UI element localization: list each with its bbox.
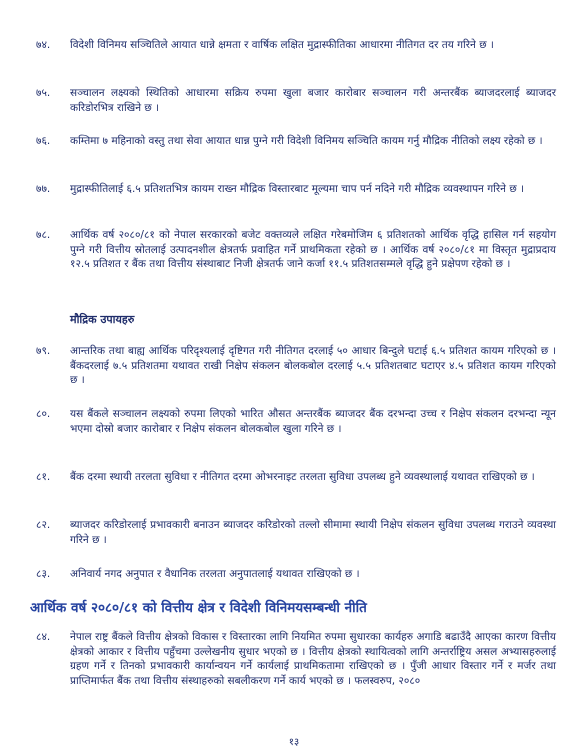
item-text: बैंक दरमा स्थायी तरलता सुविधा र नीतिगत दरमा ओभरनाइट तरलता सुविधा उपलब्ध हुने व्यवस्थालाई यथावत राखिएको छ । — [70, 471, 535, 483]
item-number: ७९. — [36, 345, 51, 357]
item-text: आन्तरिक तथा बाह्य आर्थिक परिदृश्यलाई दृष्टिगत गरी नीतिगत दरलाई ५० आधार बिन्दुले घटाई ६.५ प्रतिशत कायम गरिएको छ । बैंकदरलाई ७.५ प्रतिशतमा यथावत राखी निक्षेप संकलन बोलकबोल दरलाई ५.५ प्रतिशतबाट घटाएर ४.५ प्रतिशत कायम गरिएको छ । — [70, 345, 556, 387]
item-text: कम्तिमा ७ महिनाको वस्तु तथा सेवा आयात धान्न पुग्ने गरी विदेशी विनिमय सञ्चिति कायम गर्नु मौद्रिक नीतिको लक्ष्य रहेको छ । — [70, 135, 543, 147]
item-text: मुद्रास्फीतिलाई ६.५ प्रतिशतभित्र कायम राख्न मौद्रिक विस्तारबाट मूल्यमा चाप पर्न नदिने गरी मौद्रिक व्यवस्थापन गरिने छ । — [70, 183, 524, 195]
item-number: ७७. — [36, 183, 51, 195]
page-number: १३ — [288, 737, 300, 748]
section-heading: आर्थिक वर्ष २०८०/८१ को वित्तीय क्षेत्र र विदेशी विनिमयसम्बन्धी नीति — [30, 600, 367, 616]
item-number: ७५. — [36, 87, 51, 99]
item-text: नेपाल राष्ट्र बैंकले वित्तीय क्षेत्रको विकास र विस्तारका लागि नियमित रुपमा सुधारका कार्यहरु अगाडि बढाउँदै आएका कारण वित्तीय क्षेत्रको आकार र वित्तीय पहुँचमा उल्लेखनीय सुधार भएको छ । वित्तीय क्षेत्रको स्थायित्वको लागि अन्तर्राष्ट्रिय असल अभ्यासहरुलाई ग्रहण गर्ने र तिनको प्रभावकारी कार्यान्वयन गर्ने कार्यलाई प्राथमिकतामा राखिएको छ । पुँजी आधार विस्तार गर्ने र मर्जर तथा प्राप्तिमार्फत बैंक तथा वित्तीय संस्थाहरुको सबलीकरण गर्ने कार्य भएको छ । फलस्वरुप, २०८० — [70, 631, 556, 687]
item-number: ८२. — [36, 519, 51, 531]
item-text: आर्थिक वर्ष २०८०/८१ को नेपाल सरकारको बजेट वक्तव्यले लक्षित गरेबमोजिम ६ प्रतिशतको आर्थिक वृद्धि हासिल गर्न सहयोग पुग्ने गरी वित्तीय स्रोतलाई उत्पादनशील क्षेत्रतर्फ प्रवाहित गर्ने प्राथमिकता रहेको छ । आर्थिक वर्ष २०८०/८१ मा विस्तृत मुद्राप्रदाय १२.५ प्रतिशत र बैंक तथा वित्तीय संस्थाबाट निजी क्षेत्रतर्फ जाने कर्जा ११.५ प्रतिशतसम्मले वृद्धि हुने प्रक्षेपण रहेको छ । — [70, 229, 556, 271]
item-text: अनिवार्य नगद अनुपात र वैधानिक तरलता अनुपातलाई यथावत राखिएको छ । — [70, 568, 360, 580]
item-number: ८४. — [36, 631, 51, 643]
item-number: ८०. — [36, 408, 51, 420]
item-number: ७६. — [36, 135, 51, 147]
item-text: ब्याजदर करिडोरलाई प्रभावकारी बनाउन ब्याजदर करिडोरको तल्लो सीमामा स्थायी निक्षेप संकलन सुविधा उपलब्ध गराउने व्यवस्था गरिने छ । — [70, 519, 556, 546]
item-text: यस बैंकले सञ्चालन लक्ष्यको रुपमा लिएको भारित औसत अन्तरबैंक ब्याजदर बैंक दरभन्दा उच्च र निक्षेप संकलन दरभन्दा न्यून भएमा दोस्रो बजार कारोबार र निक्षेप संकलन बोलकबोल खुला गरिने छ । — [70, 408, 556, 435]
item-number: ७८. — [36, 229, 51, 241]
subheading-monetary-measures: मौद्रिक उपायहरु — [70, 313, 135, 326]
item-number: ८३. — [36, 568, 51, 580]
item-number: ८१. — [36, 471, 51, 483]
item-number: ७४. — [36, 39, 51, 51]
item-text: विदेशी विनिमय सञ्चितिले आयात धान्ने क्षमता र वार्षिक लक्षित मुद्रास्फीतिका आधारमा नीतिगत दर तय गरिने छ । — [70, 39, 494, 51]
item-text: सञ्चालन लक्ष्यको स्थितिको आधारमा सक्रिय रुपमा खुला बजार कारोबार सञ्चालन गरी अन्तरबैंक ब्याजदरलाई ब्याजदर करिडोरभित्र राखिने छ । — [70, 87, 556, 114]
